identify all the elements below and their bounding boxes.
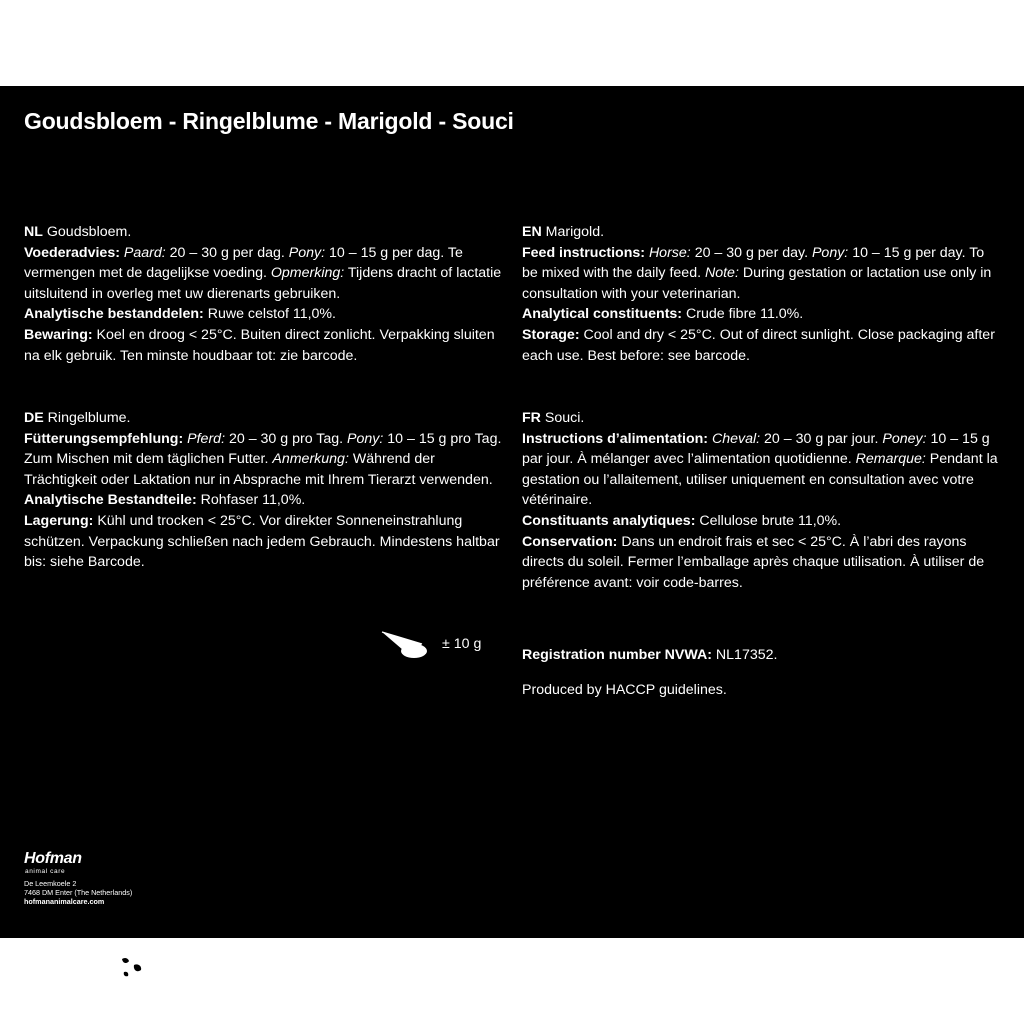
brand-name: Hofman — [24, 850, 82, 867]
scoop-illustration — [380, 626, 510, 666]
nl-lang-code: NL — [24, 224, 43, 240]
nl-feed-rest: Te vermengen met de dagelijkse voeding. — [24, 244, 463, 282]
en-storage-label: Storage: — [522, 326, 580, 343]
produced-line: Produced by HACCP guidelines. — [522, 681, 727, 698]
de-note-text: Während der Trächtigkeit oder Laktation nur in Absprache mit Ihrem Tierarzt verwenden. — [24, 451, 493, 488]
nl-feed-pony-label: Pony: — [288, 244, 326, 261]
cow-logo-icon — [108, 945, 152, 985]
de-storage-line — [24, 511, 502, 573]
address-line-2: 7468 DM Enter (The Netherlands) — [24, 888, 133, 898]
language-block-fr — [522, 408, 1000, 593]
en-analytical-value: Crude fibre 11.0%. — [686, 306, 804, 323]
footer-website[interactable]: hofmananimalcare.com — [24, 897, 105, 907]
en-storage-line — [522, 325, 1000, 366]
fr-feed-label: Instructions d’alimentation: — [522, 430, 709, 447]
de-feed-label: Fütterungsempfehlung: — [24, 430, 184, 447]
nl-note-label: Opmerking: — [270, 265, 345, 282]
nl-feed-line — [24, 243, 502, 305]
de-analytical-line — [24, 490, 502, 511]
registration-block — [522, 631, 1000, 715]
de-feed-pony-value: 10 – 15 g pro Tag. — [387, 430, 502, 447]
fr-feed-horse-label: Cheval: — [711, 430, 761, 447]
nl-analytical-value: Ruwe celstof 11,0%. — [207, 306, 336, 323]
fr-product-name: Souci. — [544, 410, 585, 426]
de-feed-pony-label: Pony: — [347, 430, 384, 447]
de-feed-line — [24, 429, 502, 491]
en-feed-label: Feed instructions: — [522, 244, 645, 261]
en-product-line — [522, 222, 1000, 243]
fr-lang-code: FR — [522, 410, 541, 426]
en-note-label: Note: — [704, 265, 739, 282]
fr-feed-pony-value: 10 – 15 g par jour. — [522, 430, 990, 468]
language-block-nl — [24, 222, 502, 366]
de-feed-horse-value: 20 – 30 g pro Tag. — [228, 430, 344, 447]
en-lang-code: EN — [522, 224, 542, 240]
fr-storage-line — [522, 532, 1000, 594]
scoop-amount: ± 10 g — [442, 636, 482, 652]
fr-storage-value: Dans un endroit frais et sec < 25°C. À l’abri des rayons directs du soleil. Fermer l’emballage après chaque utilisation. À utiliser de préférence avant: voir code-barres. — [522, 533, 985, 591]
language-block-de — [24, 408, 502, 573]
nl-feed-pony-value: 10 – 15 g per dag. — [329, 244, 445, 261]
nl-feed-horse-value: 20 – 30 g per dag. — [169, 244, 285, 261]
en-analytical-label: Analytical constituents: — [522, 306, 683, 323]
en-feed-horse-label: Horse: — [648, 244, 691, 261]
address-line-1: De Leemkoele 2 — [24, 879, 77, 888]
de-analytical-value: Rohfaser 11,0%. — [200, 492, 306, 509]
en-feed-rest: To be mixed with the daily feed. — [522, 244, 985, 282]
de-lang-code: DE — [24, 410, 44, 426]
de-analytical-label: Analytische Bestandteile: — [24, 492, 197, 509]
language-block-en — [522, 222, 1000, 366]
page-title: Goudsbloem - Ringelblume - Marigold - Souci — [24, 108, 514, 134]
de-storage-value: Kühl und trocken < 25°C. Vor direkter Sonneneinstrahlung schützen. Verpackung schließen nach jedem Gebrauch. Mindestens haltbar bis: siehe Barcode. — [24, 512, 500, 571]
en-feed-horse-value: 20 – 30 g per day. — [694, 244, 809, 261]
nl-storage-label: Bewaring: — [24, 326, 93, 343]
registration-label: Registration number NVWA: — [522, 647, 712, 664]
fr-product-line — [522, 408, 1000, 429]
de-storage-label: Lagerung: — [24, 512, 94, 529]
brand-tagline: animal care — [25, 868, 66, 875]
nl-storage-value: Koel en droog < 25°C. Buiten direct zonlicht. Verpakking sluiten na elk gebruik. Ten minste houdbaar tot: zie barcode. — [24, 326, 495, 364]
de-note-label: Anmerkung: — [272, 451, 349, 468]
fr-analytical-value: Cellulose brute 11,0%. — [699, 512, 842, 529]
de-product-line — [24, 408, 502, 429]
en-analytical-line — [522, 304, 1000, 325]
nl-feed-label: Voederadvies: — [24, 244, 120, 261]
registration-line — [522, 645, 1000, 666]
footer — [24, 851, 344, 907]
registration-value: NL17352. — [715, 647, 778, 664]
fr-note-label: Remarque: — [855, 451, 926, 468]
en-feed-pony-value: 10 – 15 g per day. — [852, 244, 966, 261]
fr-storage-label: Conservation: — [522, 533, 618, 550]
fr-feed-horse-value: 20 – 30 g par jour. — [764, 430, 879, 447]
en-note-text: During gestation or lactation use only in consultation with your veterinarian. — [522, 265, 992, 302]
fr-feed-pony-label: Poney: — [882, 430, 927, 447]
de-feed-horse-label: Pferd: — [187, 430, 226, 447]
fr-feed-rest: À mélanger avec l’alimentation quotidienne. — [577, 451, 852, 468]
nl-feed-horse-label: Paard: — [123, 244, 166, 261]
nl-product-name: Goudsbloem. — [46, 224, 132, 240]
fr-analytical-label: Constituants analytiques: — [522, 512, 696, 529]
fr-note-text: Pendant la gestation ou l’allaitement, utiliser uniquement en consultation avec votre vétérinaire. — [522, 451, 998, 509]
nl-note-text: Tijdens dracht of lactatie uitsluitend in overleg met uw dierenarts gebruiken. — [24, 265, 502, 302]
en-feed-line — [522, 243, 1000, 305]
measuring-scoop-icon — [380, 626, 450, 666]
nl-analytical-line — [24, 304, 502, 325]
footer-address — [24, 879, 344, 907]
product-label — [0, 86, 1024, 938]
de-product-name: Ringelblume. — [47, 410, 131, 426]
nl-product-line — [24, 222, 502, 243]
de-feed-rest: Zum Mischen mit dem täglichen Futter. — [24, 451, 269, 468]
fr-feed-line — [522, 429, 1000, 511]
en-feed-pony-label: Pony: — [811, 244, 849, 261]
nl-analytical-label: Analytische bestanddelen: — [24, 306, 204, 323]
fr-analytical-line — [522, 511, 1000, 532]
nl-storage-line — [24, 325, 502, 366]
en-product-name: Marigold. — [545, 224, 605, 240]
en-storage-value: Cool and dry < 25°C. Out of direct sunlight. Close packaging after each use. Best before: see barcode. — [522, 326, 995, 364]
